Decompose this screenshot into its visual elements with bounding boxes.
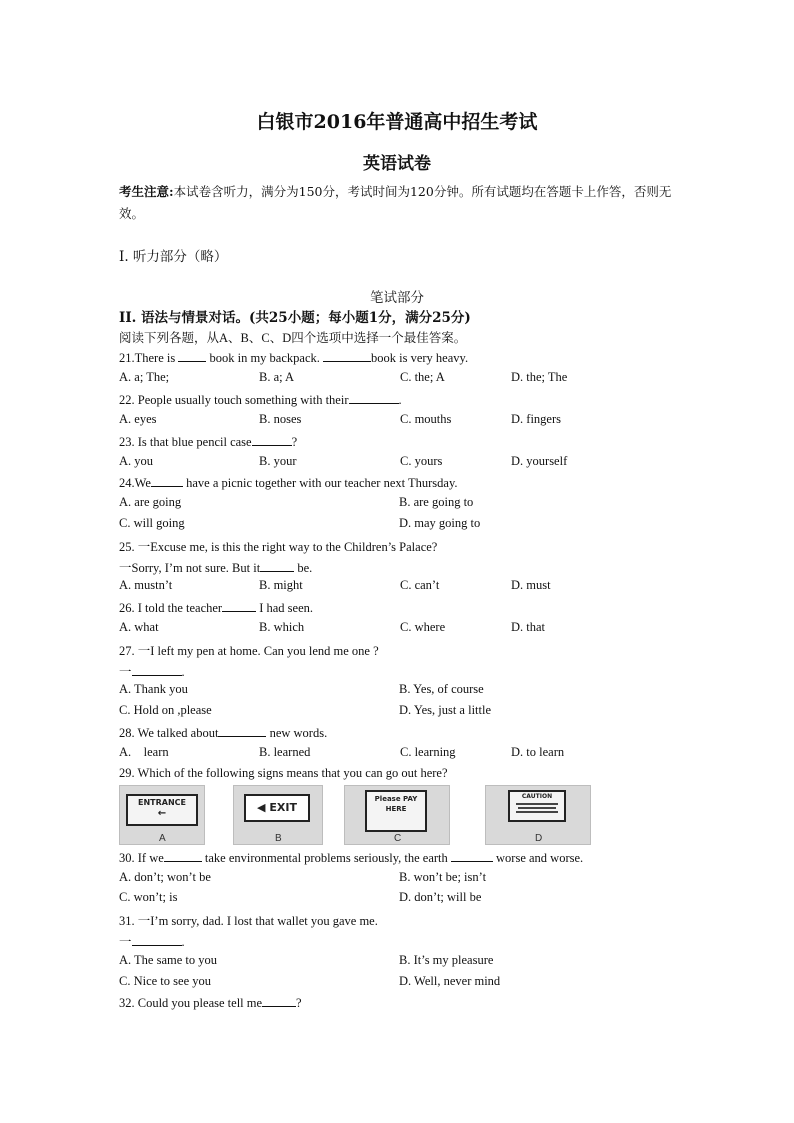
question-21: 21.There is book in my backpack. book is very heavy. [119, 351, 469, 365]
option-c: C. can’t [400, 578, 440, 592]
option-d: D. to learn [511, 745, 565, 759]
option-c: C. Nice to see you [119, 974, 211, 988]
part2-instruction: 阅读下列各题，从A、B、C、D四个选项中选择一个最佳答案。 [119, 331, 467, 345]
question-30: 30. If we take environmental problems seriously, the earth worse and worse. [119, 851, 584, 865]
option-d: D. Well, never mind [399, 974, 501, 988]
question-23: 23. Is that blue pencil case ? [119, 435, 298, 449]
option-d: D. must [511, 578, 551, 592]
sign-letter: A [159, 833, 166, 844]
part2-heading: II. 语法与情景对话。(共25小题；每小题1分，满分25分) [119, 310, 471, 326]
option-b: B. It’s my pleasure [399, 953, 494, 967]
answer-blank [349, 391, 399, 404]
entrance-sign: ENTRANCE ← [126, 794, 198, 826]
option-a: A. don’t; won’t be [119, 870, 211, 884]
option-c: C. where [400, 620, 446, 634]
option-a: A. are going [119, 495, 182, 509]
answer-blank [252, 433, 292, 446]
option-b: B. won’t be; isn’t [399, 870, 487, 884]
arrow-left-icon: ◀ [257, 801, 266, 814]
option-d: D. the; The [511, 370, 568, 384]
option-d: D. may going to [399, 516, 481, 530]
question-31: 31. 一I’m sorry, dad. I lost that wallet you gave me. [119, 914, 378, 928]
sign-image-b [233, 785, 323, 845]
option-b: B. a; A [259, 370, 295, 384]
question-31-reply: 一 . [119, 935, 185, 949]
option-a: A. a; The; [119, 370, 170, 384]
sign-letter: B [275, 833, 282, 844]
option-a: A. mustn’t [119, 578, 173, 592]
option-c: C. learning [400, 745, 456, 759]
pay-here-sign: Please PAY HERE [365, 790, 427, 832]
option-a: A. The same to you [119, 953, 218, 967]
arrow-left-icon: ← [157, 808, 167, 819]
question-32: 32. Could you please tell me ? [119, 996, 302, 1010]
option-b: B. your [259, 454, 297, 468]
answer-blank [132, 663, 182, 676]
option-c: C. yours [400, 454, 443, 468]
option-d: D. yourself [511, 454, 568, 468]
exit-sign: ◀ EXIT [244, 794, 310, 822]
option-c: C. won’t; is [119, 890, 178, 904]
question-27-reply: 一 . [119, 665, 185, 679]
question-26: 26. I told the teacher I had seen. [119, 601, 314, 615]
option-a: A. eyes [119, 412, 157, 426]
sign-image-a [119, 785, 205, 845]
answer-blank [262, 994, 296, 1007]
option-b: B. might [259, 578, 303, 592]
answer-blank [151, 474, 183, 487]
notice-label: 考生注意: [119, 184, 174, 199]
sign-letter: D [535, 833, 543, 844]
option-a: A. learn [119, 745, 169, 759]
question-22: 22. People usually touch something with their . [119, 393, 402, 407]
candidate-notice [119, 181, 679, 225]
option-b: B. noses [259, 412, 302, 426]
answer-blank [451, 849, 493, 862]
question-27: 27. 一I left my pen at home. Can you lend me one ? [119, 644, 379, 658]
option-b: B. Yes, of course [399, 682, 484, 696]
option-c: C. Hold on ,please [119, 703, 212, 717]
sign-image-c [344, 785, 450, 845]
question-24: 24.We have a picnic together with our teacher next Thursday. [119, 476, 458, 490]
option-a: A. Thank you [119, 682, 188, 696]
caution-sign: CAUTION [508, 790, 566, 822]
answer-blank [132, 933, 182, 946]
option-a: A. what [119, 620, 159, 634]
sign-image-d [485, 785, 591, 845]
option-d: D. that [511, 620, 546, 634]
answer-blank [164, 849, 202, 862]
option-b: B. which [259, 620, 305, 634]
question-25-reply: 一Sorry, I’m not sure. But it be. [119, 561, 313, 575]
answer-blank [260, 559, 294, 572]
exam-title: 白银市2016年普通高中招生考试 [256, 111, 538, 133]
option-d: D. fingers [511, 412, 561, 426]
answer-blank [323, 349, 371, 362]
question-28: 28. We talked about new words. [119, 726, 328, 740]
option-d: D. Yes, just a little [399, 703, 492, 717]
option-c: C. the; A [400, 370, 445, 384]
option-b: B. are going to [399, 495, 474, 509]
question-29: 29. Which of the following signs means that you can go out here? [119, 766, 448, 780]
sign-letter: C [394, 833, 402, 844]
answer-blank [218, 724, 266, 737]
notice-text: 本试卷含听力，满分为150分，考试时间为120分钟。所有试题均在答题卡上作答，否则无效。 [119, 184, 672, 221]
option-c: C. mouths [400, 412, 452, 426]
listening-section-heading: I. 听力部分（略） [119, 249, 228, 265]
option-d: D. don’t; will be [399, 890, 482, 904]
answer-blank [178, 349, 206, 362]
question-25: 25. 一Excuse me, is this the right way to the Children’s Palace? [119, 540, 438, 554]
exam-subtitle: 英语试卷 [363, 154, 431, 174]
answer-blank [222, 599, 256, 612]
option-a: A. you [119, 454, 154, 468]
written-section-heading: 笔试部分 [370, 290, 424, 306]
option-c: C. will going [119, 516, 185, 530]
option-b: B. learned [259, 745, 311, 759]
